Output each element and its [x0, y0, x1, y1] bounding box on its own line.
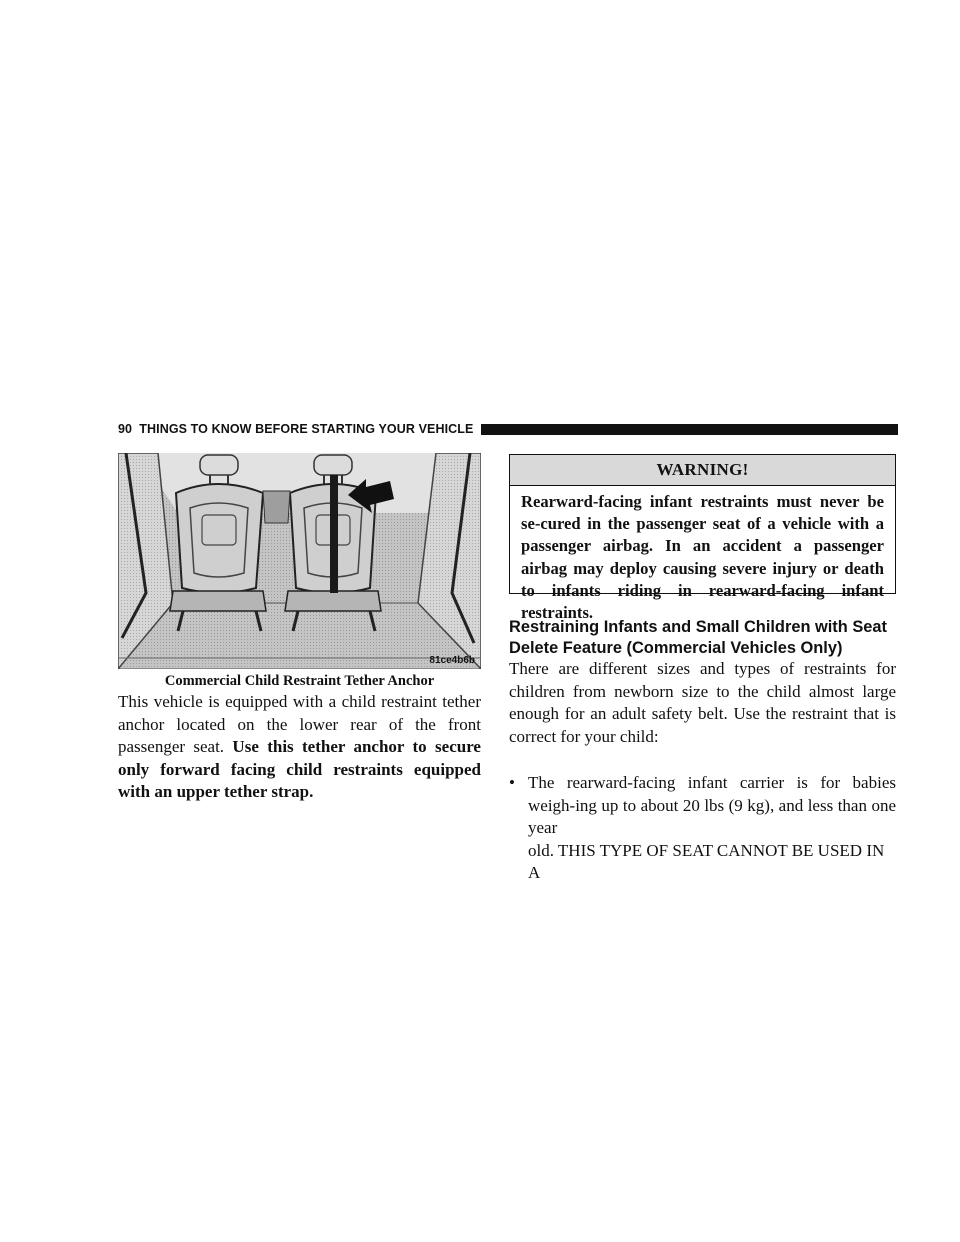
bullet-text	[528, 772, 896, 885]
tether-emphasis-text: Use this tether anchor to secure only forward facing child restraints equipped with an upper tether strap.	[118, 737, 481, 801]
warning-title: WARNING!	[510, 455, 895, 486]
figure-code: 81ce4b6b	[429, 655, 475, 666]
tether-anchor-figure	[118, 453, 481, 669]
bullet-text-last-line: old. THIS TYPE OF SEAT CANNOT BE USED IN A	[528, 840, 885, 882]
section-heading	[509, 617, 899, 659]
warning-box	[509, 454, 896, 623]
section-title: THINGS TO KNOW BEFORE STARTING YOUR VEHICLE	[139, 422, 474, 436]
header-text	[118, 422, 473, 436]
cargo-area-illustration	[118, 453, 481, 669]
page-header	[118, 419, 898, 439]
tether-anchor-paragraph	[118, 691, 481, 804]
bullet-item	[509, 772, 896, 885]
warning-body: Rearward-facing infant restraints must never be se-cured in the passenger seat of a vehicle with a passenger airbag. In an accident a passenger airbag may deploy causing severe injury or death to infants riding in rearward-facing infant restraints.	[521, 492, 884, 623]
restraints-paragraph: There are different sizes and types of restraints for children from newborn size to the child almost large enough for an adult safety belt. Use the restraint that is correct for your child:	[509, 659, 896, 746]
bullet-icon: •	[509, 773, 515, 792]
header-rule	[481, 424, 898, 435]
page-number: 90	[118, 422, 133, 436]
bullet-text-main: The rearward-facing infant carrier is for babies weigh-ing up to about 20 lbs (9 kg), and less than one year	[528, 773, 896, 837]
section-heading-line-1: Restraining Infants and Small Children with Seat	[509, 618, 887, 636]
section-heading-line-2: Delete Feature (Commercial Vehicles Only)	[509, 639, 843, 657]
figure-caption: Commercial Child Restraint Tether Anchor	[164, 673, 435, 689]
tether-intro-text: This vehicle is equipped with a child restraint tether anchor located on the lower rear of the front passenger seat.	[118, 692, 481, 756]
